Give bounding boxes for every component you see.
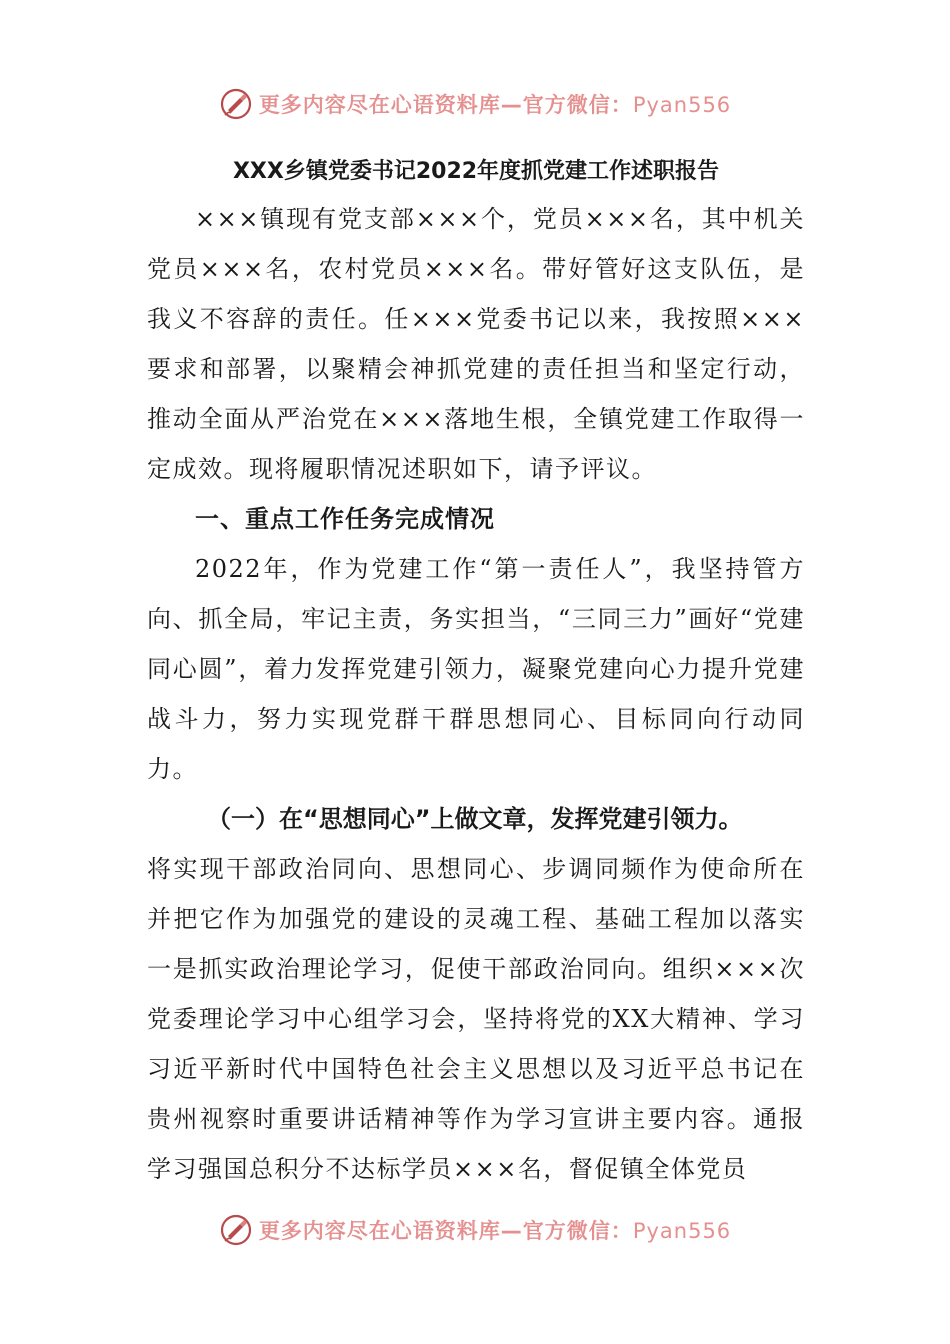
pen-logo-icon: [219, 87, 253, 121]
watermark-footer: [0, 1210, 950, 1250]
watermark-wechat-id: Pyan556: [632, 93, 732, 117]
intro-paragraph: ×××镇现有党支部×××个，党员×××名，其中机关党员×××名，农村党员×××名。带好管好这支队伍，是我义不容辞的责任。任×××党委书记以来，我按照×××要求和部署，以聚精会神抓党建的责任担当和坚定行动，推动全面从严治党在×××落地生根，全镇党建工作取得一定成效。现将履职情况述职如下，请予评议。: [147, 205, 805, 483]
document-title: XXX乡镇党委书记2022年度抓党建工作述职报告: [232, 159, 720, 184]
subsection-heading: （一）在“思想同心”上做文章，发挥党建引领力。: [207, 805, 743, 833]
watermark-text: 更多内容尽在心语资料库—官方微信：Pyan556: [258, 1219, 732, 1243]
section-heading: 一、重点工作任务完成情况: [195, 505, 495, 533]
watermark-header: [0, 84, 950, 124]
section-paragraph: 2022年，作为党建工作“第一责任人”，我坚持管方向、抓全局，牢记主责，务实担当，“三同三力”画好“党建同心圆”，着力发挥党建引领力，凝聚党建向心力提升党建战斗力，努力实现党群干群思想同心、目标同向行动同力。: [147, 555, 805, 783]
document-body: [147, 150, 805, 1194]
watermark-text: 更多内容尽在心语资料库—官方微信：Pyan556: [258, 93, 732, 117]
watermark-wechat-id: Pyan556: [632, 1219, 732, 1243]
pen-logo-icon: [219, 1213, 253, 1247]
subsection-paragraph: 将实现干部政治同向、思想同心、步调同频作为使命所在并把它作为加强党的建设的灵魂工程、基础工程加以落实一是抓实政治理论学习，促使干部政治同向。组织×××次党委理论学习中心组学习会，坚持将党的XX大精神、学习习近平新时代中国特色社会主义思想以及习近平总书记在贵州视察时重要讲话精神等作为学习宣讲主要内容。通报学习强国总积分不达标学员×××名，督促镇全体党员: [147, 855, 805, 1183]
